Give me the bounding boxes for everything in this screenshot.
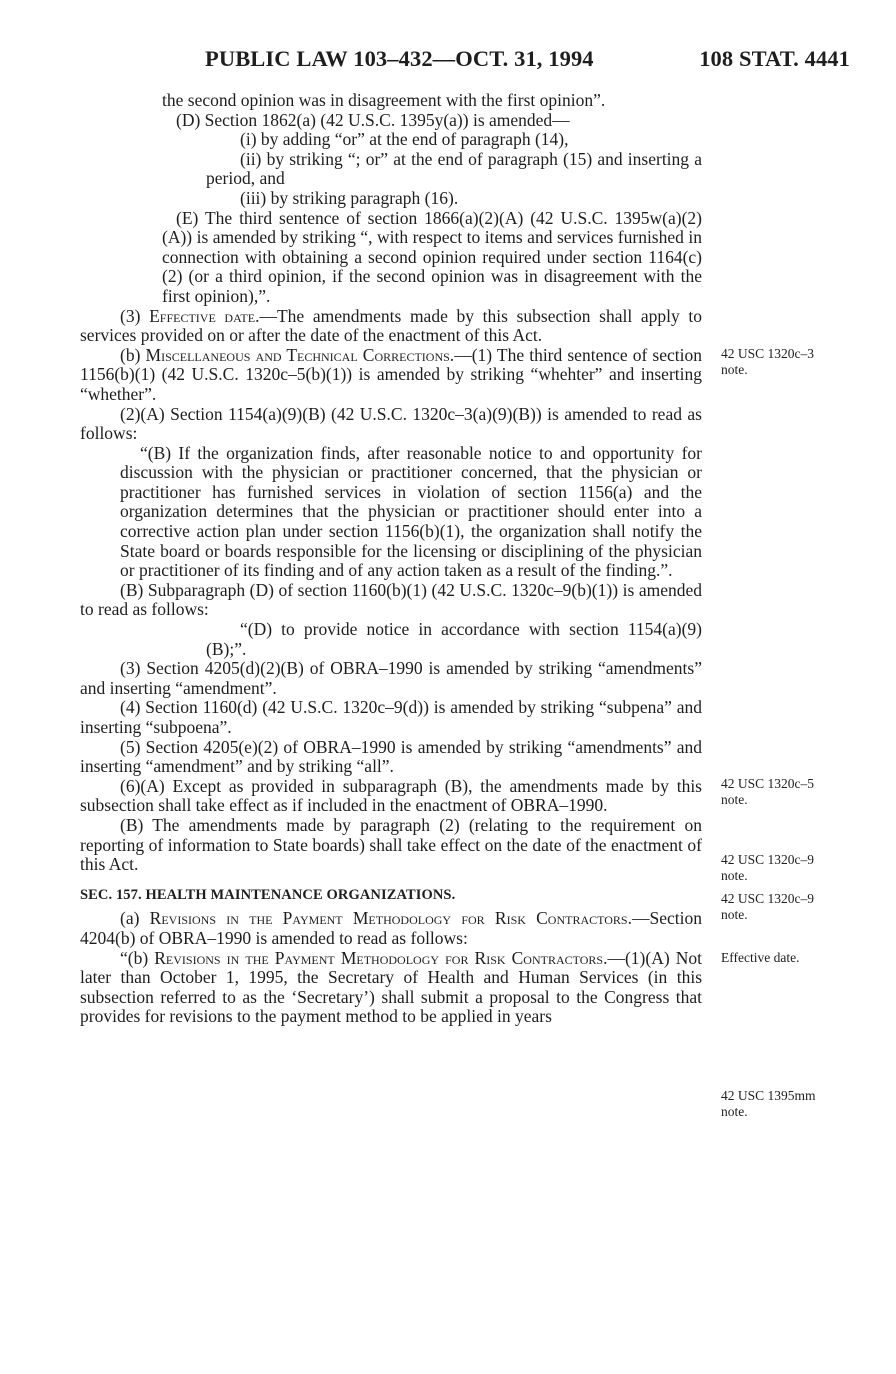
- paragraph: (2)(A) Section 1154(a)(9)(B) (42 U.S.C. 1320c–3(a)(9)(B)) is amended to read as follows:: [80, 403, 702, 444]
- paragraph: (5) Section 4205(e)(2) of OBRA–1990 is amended by striking “amendments” and inserting “amendment” and by striking “all”.: [80, 736, 702, 777]
- paragraph: (ii) by striking “; or” at the end of paragraph (15) and inserting a period, and: [206, 148, 702, 189]
- paragraph: (B) The amendments made by paragraph (2) (relating to the requirement on reporting of information to State boards) shall take effect on the date of the enactment of this Act.: [80, 814, 702, 875]
- paragraph: (i) by adding “or” at the end of paragraph (14),: [240, 129, 569, 150]
- paragraph: (6)(A) Except as provided in subparagraph (B), the amendments made by this subsection shall take effect as if included in the enactment of OBRA–1990.: [80, 775, 702, 816]
- paragraph: (3) Section 4205(d)(2)(B) of OBRA–1990 is amended by striking “amendments” and inserting “amendment”.: [80, 658, 702, 698]
- paragraph: “(b) Revisions in the Payment Methodology for Risk Contractors.—(1)(A) Not later than October 1, 1995, the Secretary of Health and Human Services (in this subsection referred to as the ‘Secretary’) shall submit a proposal to the Congress that provides for revisions to the payment method to be applied in years: [80, 947, 702, 1027]
- margin-note: Effective date.: [721, 950, 800, 965]
- margin-note: 42 USC 1320c–3 note.: [721, 346, 815, 377]
- paragraph: (3) Effective date.—The amendments made by this subsection shall apply to services provided on or after the date of the enactment of this Act.: [80, 305, 703, 346]
- header-title: PUBLIC LAW 103–432—OCT. 31, 1994: [205, 46, 594, 71]
- margin-note: 42 USC 1395mm note.: [721, 1088, 816, 1119]
- paragraph: (b) Miscellaneous and Technical Corrections.—(1) The third sentence of section 1156(b)(1) (42 U.S.C. 1320c–5(b)(1)) is amended by striking “whehter” and inserting “whether”.: [80, 344, 702, 404]
- quoted-paragraph: “(D) to provide notice in accordance with section 1154(a)(9)(B);”.: [206, 619, 702, 659]
- heading-revisions: Revisions in the Payment Methodology for Risk Contractors.: [149, 908, 632, 929]
- header-page-number: 108 STAT. 4441: [699, 46, 850, 71]
- paragraph: (B) Subparagraph (D) of section 1160(b)(1) (42 U.S.C. 1320c–9(b)(1)) is amended to read as follows:: [80, 579, 702, 620]
- paragraph: (E) The third sentence of section 1866(a)(2)(A) (42 U.S.C. 1395w(a)(2)(A)) is amended by striking “, with respect to items and services furnished in connection with obtaining a second opinion required under section 1164(c)(2) (or a third opinion, if the second opinion was in disagreement with the first opinion),”.: [162, 207, 702, 306]
- quoted-paragraph: “(B) If the organization finds, after reasonable notice to and opportunity for discussion with the physician or practitioner concerned, that the physician or practitioner has furnished services in violation of section 1156(a) and the organization determines that the physician or practitioner should enter into a corrective action plan under section 1156(b)(1), the organization shall notify the State board or boards responsible for the licensing or disciplining of the physician or practitioner of its finding and of any action taken as a result of the finding.”.: [120, 442, 702, 581]
- document-body: [80, 91, 702, 1027]
- heading-revisions-quoted: Revisions in the Payment Methodology for Risk Contractors.: [154, 947, 608, 968]
- margin-note: 42 USC 1320c–5 note.: [721, 776, 815, 807]
- margin-note: 42 USC 1320c–9 note.: [721, 891, 815, 922]
- paragraph: the second opinion was in disagreement with the first opinion”.: [162, 90, 606, 110]
- section-heading: SEC. 157. HEALTH MAINTENANCE ORGANIZATIONS.: [80, 886, 456, 903]
- paragraph: (4) Section 1160(d) (42 U.S.C. 1320c–9(d)) is amended by striking “subpena” and inserting “subpoena”.: [80, 697, 702, 737]
- heading-misc-corrections: Miscellaneous and Technical Corrections.: [145, 344, 455, 365]
- paragraph: (iii) by striking paragraph (16).: [240, 187, 459, 208]
- heading-effective-date: Effective date.: [149, 305, 260, 326]
- running-header: [205, 46, 850, 80]
- margin-note: 42 USC 1320c–9 note.: [721, 852, 815, 883]
- paragraph: (a) Revisions in the Payment Methodology for Risk Contractors.—Section 4204(b) of OBRA–1990 is amended to read as follows:: [80, 908, 702, 948]
- paragraph: (D) Section 1862(a) (42 U.S.C. 1395y(a)) is amended—: [176, 109, 570, 130]
